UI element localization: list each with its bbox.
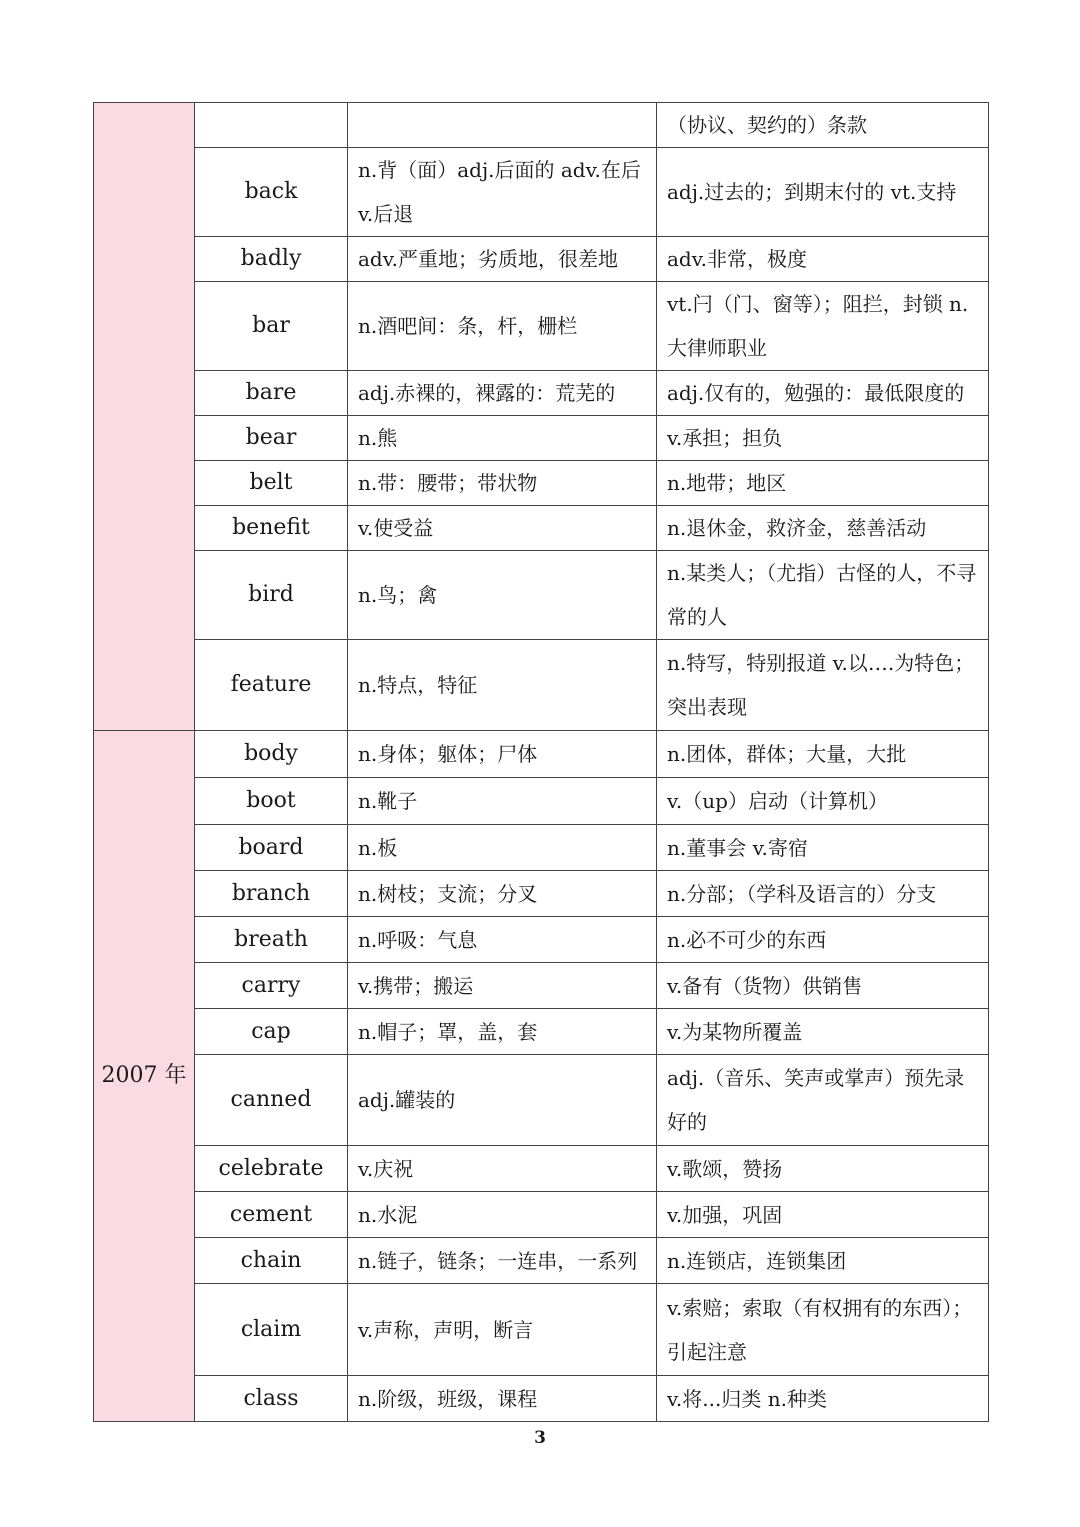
year-cell (94, 103, 195, 731)
special-meaning-cell: n.必不可少的东西 (657, 917, 989, 963)
word-cell: canned (195, 1055, 348, 1146)
special-meaning-cell: adj.过去的；到期末付的 vt.支持 (657, 148, 989, 237)
common-meaning-cell: n.靴子 (348, 778, 657, 825)
special-meaning-cell: n.董事会 v.寄宿 (657, 825, 989, 871)
special-meaning-cell: adj.（音乐、笑声或掌声）预先录好的 (657, 1055, 989, 1146)
special-meaning-cell: （协议、契约的）条款 (657, 103, 989, 148)
common-meaning-cell: v.携带；搬运 (348, 963, 657, 1009)
word-cell: carry (195, 963, 348, 1009)
common-meaning-cell: v.声称，声明，断言 (348, 1284, 657, 1376)
special-meaning-cell: n.某类人；（尤指）古怪的人，不寻常的人 (657, 551, 989, 640)
table-row (94, 871, 989, 917)
table-row (94, 825, 989, 871)
word-cell: class (195, 1376, 348, 1422)
word-cell: cap (195, 1009, 348, 1055)
word-cell: benefit (195, 506, 348, 551)
word-cell: bear (195, 416, 348, 461)
common-meaning-cell: n.链子，链条；一连串，一系列 (348, 1238, 657, 1284)
common-meaning-cell: n.树枝；支流；分叉 (348, 871, 657, 917)
table-row (94, 237, 989, 282)
table-row (94, 1284, 989, 1376)
special-meaning-cell: v.加强，巩固 (657, 1192, 989, 1238)
special-meaning-cell: n.连锁店，连锁集团 (657, 1238, 989, 1284)
word-cell: celebrate (195, 1146, 348, 1192)
table-row (94, 461, 989, 506)
word-cell: breath (195, 917, 348, 963)
table-row (94, 371, 989, 416)
common-meaning-cell: v.使受益 (348, 506, 657, 551)
year-cell: 2007 年 (94, 731, 195, 1422)
table-row (94, 640, 989, 731)
word-cell: cement (195, 1192, 348, 1238)
special-meaning-cell: v.备有（货物）供销售 (657, 963, 989, 1009)
table-row (94, 282, 989, 371)
table-row (94, 103, 989, 148)
special-meaning-cell: v.（up）启动（计算机） (657, 778, 989, 825)
word-cell: bare (195, 371, 348, 416)
table-row (94, 963, 989, 1009)
word-cell: feature (195, 640, 348, 731)
table-row (94, 148, 989, 237)
table-row (94, 1055, 989, 1146)
common-meaning-cell: v.庆祝 (348, 1146, 657, 1192)
common-meaning-cell: n.酒吧间：条，杆，栅栏 (348, 282, 657, 371)
special-meaning-cell: n.地带；地区 (657, 461, 989, 506)
word-cell (195, 103, 348, 148)
common-meaning-cell (348, 103, 657, 148)
table-row (94, 416, 989, 461)
special-meaning-cell: n.团体，群体；大量，大批 (657, 731, 989, 778)
special-meaning-cell: adj.仅有的，勉强的：最低限度的 (657, 371, 989, 416)
common-meaning-cell: n.呼吸：气息 (348, 917, 657, 963)
common-meaning-cell: adj.赤裸的，裸露的：荒芜的 (348, 371, 657, 416)
table-row (94, 917, 989, 963)
table-row (94, 1192, 989, 1238)
special-meaning-cell: v.歌颂，赞扬 (657, 1146, 989, 1192)
special-meaning-cell: v.将...归类 n.种类 (657, 1376, 989, 1422)
common-meaning-cell: n.帽子；罩，盖，套 (348, 1009, 657, 1055)
table-row (94, 551, 989, 640)
word-cell: belt (195, 461, 348, 506)
table-row (94, 778, 989, 825)
word-cell: bird (195, 551, 348, 640)
special-meaning-cell: n.特写，特别报道 v.以….为特色；突出表现 (657, 640, 989, 731)
common-meaning-cell: n.带：腰带；带状物 (348, 461, 657, 506)
common-meaning-cell: n.背（面）adj.后面的 adv.在后 v.后退 (348, 148, 657, 237)
special-meaning-cell: n.分部；（学科及语言的）分支 (657, 871, 989, 917)
special-meaning-cell: v.索赔；索取（有权拥有的东西）；引起注意 (657, 1284, 989, 1376)
common-meaning-cell: n.板 (348, 825, 657, 871)
table-row (94, 1238, 989, 1284)
vocabulary-table-body (94, 103, 989, 1422)
special-meaning-cell: v.为某物所覆盖 (657, 1009, 989, 1055)
word-cell: chain (195, 1238, 348, 1284)
table-row (94, 1146, 989, 1192)
word-cell: boot (195, 778, 348, 825)
table-row (94, 506, 989, 551)
special-meaning-cell: n.退休金，救济金，慈善活动 (657, 506, 989, 551)
special-meaning-cell: vt.闩（门、窗等）；阻拦，封锁 n.大律师职业 (657, 282, 989, 371)
common-meaning-cell: n.水泥 (348, 1192, 657, 1238)
table-row (94, 1376, 989, 1422)
word-cell: back (195, 148, 348, 237)
word-cell: board (195, 825, 348, 871)
common-meaning-cell: adj.罐装的 (348, 1055, 657, 1146)
page-number: 3 (534, 1428, 546, 1448)
common-meaning-cell: n.鸟；禽 (348, 551, 657, 640)
word-cell: bar (195, 282, 348, 371)
common-meaning-cell: n.阶级，班级，课程 (348, 1376, 657, 1422)
word-cell: claim (195, 1284, 348, 1376)
special-meaning-cell: adv.非常，极度 (657, 237, 989, 282)
word-cell: body (195, 731, 348, 778)
common-meaning-cell: n.特点，特征 (348, 640, 657, 731)
common-meaning-cell: adv.严重地；劣质地，很差地 (348, 237, 657, 282)
special-meaning-cell: v.承担；担负 (657, 416, 989, 461)
word-cell: badly (195, 237, 348, 282)
table-row (94, 731, 989, 778)
common-meaning-cell: n.熊 (348, 416, 657, 461)
common-meaning-cell: n.身体；躯体；尸体 (348, 731, 657, 778)
table-row (94, 1009, 989, 1055)
vocabulary-table (93, 102, 989, 1422)
word-cell: branch (195, 871, 348, 917)
